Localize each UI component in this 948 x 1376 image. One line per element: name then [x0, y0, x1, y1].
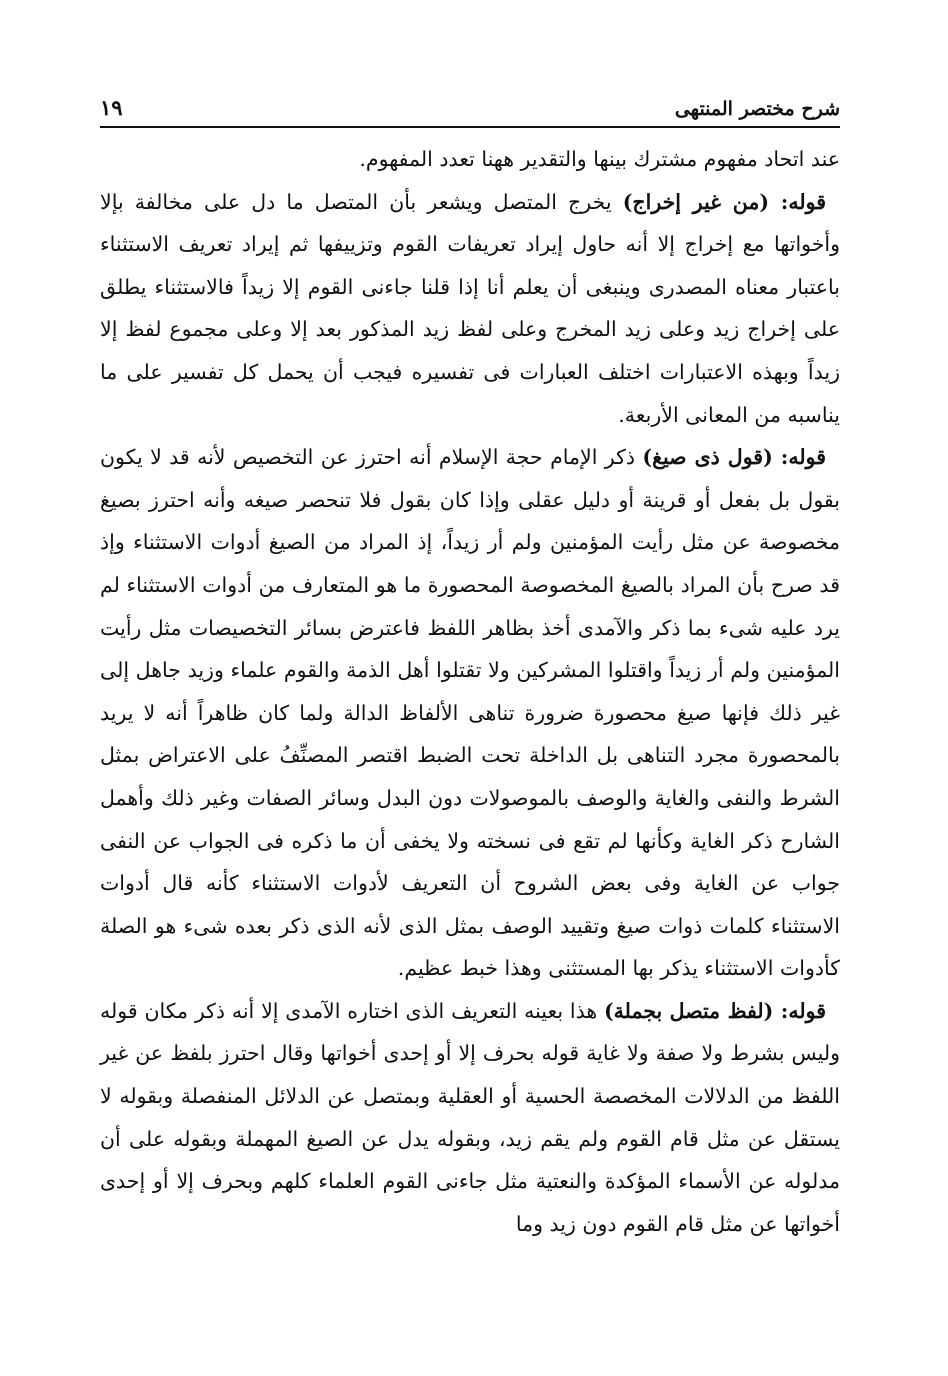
paragraph-continuation [100, 138, 840, 181]
page-header [100, 88, 840, 128]
page-number: ١٩ [100, 95, 123, 120]
paragraph-text: ذكر الإمام حجة الإسلام أنه احترز عن التخصيص لأنه قد لا يكون بقول بل بفعل أو قرينة أو دليل عقلى وإذا كان بقول فلا تنحصر صيغه وأنه احترز بصيغ مخصوصة عن مثل رأيت المؤمنين ولم أر زيداً، إذ المراد من الصيغ أدوات الاستثناء وإذ قد صرح بأن المراد بالصيغ المخصوصة المحصورة ما هو المتعارف من أدوات الاستثناء لم يرد عليه شىء بما ذكر والآمدى أخذ بظاهر اللفظ فاعترض بسائر التخصيصات مثل رأيت المؤمنين ولم أر زيداً واقتلوا المشركين ولا تقتلوا أهل الذمة والقوم علماء وزيد جاهل إلى غير ذلك فإنها صيغ محصورة ضرورة تناهى الألفاظ الدالة ولما كان ظاهراً أنه لا يريد بالمحصورة مجرد التناهى بل الداخلة تحت الضبط اقتصر المصنِّفُ على الاعتراض بمثل الشرط والنفى والغاية والوصف بالموصولات دون البدل وسائر الصفات وغير ذلك وأهمل الشارح ذكر الغاية وكأنها لم تقع فى نسخته ولا يخفى أن ما ذكره فى الجواب عن النفى جواب عن الغاية وفى بعض الشروح أن التعريف لأدوات الاستثناء كأنه قال أدوات الاستثناء كلمات ذوات صيغ وتقييد الوصف بمثل الذى لأنه الذى ذكر بعده شىء هو الصلة كأدوات الاستثناء يذكر بها المستثنى وهذا خبط عظيم. [100, 445, 840, 981]
paragraph-text: هذا بعينه التعريف الذى اختاره الآمدى إلا أنه ذكر مكان قوله وليس بشرط ولا صفة ولا غاية قوله بحرف إلا أو إحدى أخواتها وقال احترز بلفظ عن غير اللفظ من الدلالات المخصصة الحسية أو العقلية وبمتصل عن الدلائل المنفصلة وبقوله لا يستقل عن مثل قام القوم ولم يقم زيد، وبقوله يدل عن الصيغ المهملة وبقوله على أن مدلوله عن الأسماء المؤكدة والنعتية مثل جاءنى القوم العلماء كلهم وبحرف إلا أو إحدى أخواتها عن مثل قام القوم دون زيد وما [100, 998, 840, 1236]
paragraph-lafz-muttasil [100, 990, 840, 1246]
paragraph-qawl-dhi-sigh [100, 436, 840, 990]
lemma-heading: قوله: (قول ذى صيغ) [642, 445, 826, 470]
body-text [100, 138, 840, 1245]
lemma-heading: قوله: (من غير إخراج) [622, 189, 826, 214]
paragraph-text: يخرج المتصل ويشعر بأن المتصل ما دل على مخالفة بإلا وأخواتها مع إخراج إلا أنه حاول إيراد تعريفات القوم وتزييفها ثم إيراد تعريف الاستثناء باعتبار معناه المصدرى وينبغى أن يعلم أنا إذا قلنا جاءنى القوم إلا زيداً فالاستثناء يطلق على إخراج زيد وعلى زيد المخرج وعلى لفظ زيد المذكور بعد إلا وعلى مجموع لفظ إلا زيداً وبهذه الاعتبارات اختلف العبارات فى تفسيره فيجب أن يحمل كل تفسير على ما يناسبه من المعانى الأربعة. [100, 189, 840, 427]
running-title: شرح مختصر المنتهى [674, 98, 840, 120]
paragraph-text: عند اتحاد مفهوم مشترك بينها والتقدير ههنا تعدد المفهوم. [359, 147, 840, 171]
paragraph-min-ghayr-ikhraj [100, 181, 840, 437]
lemma-heading: قوله: (لفظ متصل بجملة) [603, 998, 826, 1023]
